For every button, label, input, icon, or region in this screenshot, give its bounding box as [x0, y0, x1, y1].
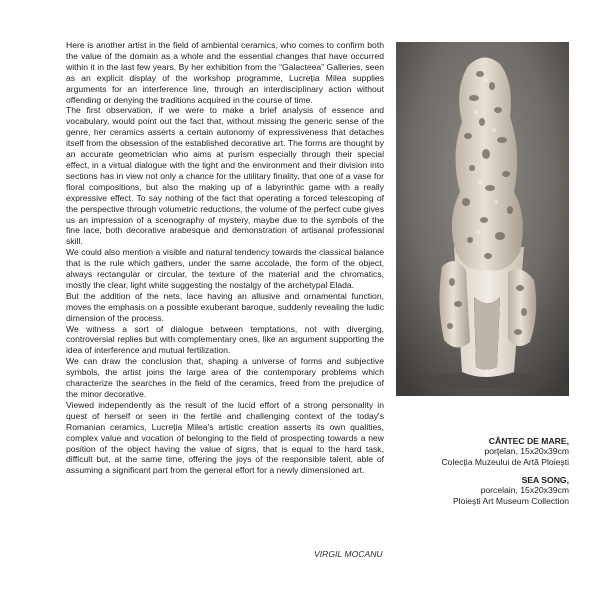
caption-collection: Ploiești Art Museum Collection [452, 495, 569, 506]
paragraph: We witness a sort of dialogue between temptations, not with diverging, controversial replies but with complementary ones, like an argument supporting the idea of interference and mutual fertilization. [66, 323, 384, 356]
caption-material: porțelan, 15x20x39cm [484, 446, 569, 457]
article-body [66, 40, 384, 476]
paragraph: But the addition of the nets, lace having an allusive and ornamental function, moves the emphasis on a possible exuberant baroque, suddenly revealing the ludic dimension of the process. [66, 290, 384, 323]
caption-title: CÂNTEC DE MARE, [488, 436, 569, 446]
author-signature: VIRGIL MOCANU [314, 549, 383, 559]
caption-collection: Colecția Muzeului de Artă Ploiești [441, 456, 569, 467]
paragraph: Here is another artist in the field of ambiental ceramics, who comes to confirm both the value of the domain as a whole and the essential changes that have occurred within it in the last few years. By her exhibition from the “Galacteea” Galleries, seen as an explicit display of the workshop programme, Lucreția Milea supplies arguments for an interference line, through an interdisciplinary action without offending or denying the traditions acquired in the course of time. [66, 40, 384, 105]
paragraph: We could also mention a visible and natural tendency towards the classical balance that is the rule which gathers, under the same accolade, the form of the object, always rectangular or circular, the texture of the material and the chromatics, mostly the clear, light white suggesting the nostalgy of the archetypal Elada. [66, 247, 384, 290]
sculpture-illustration [396, 42, 569, 396]
caption-romanian [349, 436, 569, 467]
paragraph: Viewed independently as the result of the lucid effort of a strong personality in quest of herself or seen in the fertile and challenging context of the today's Romanian ceramics, Lucreția Milea's artistic creation asserts its own qualities, complex value and vocation of belonging to the field of prospecting towards a new position of the object having the value of signs, that is equal to the hard task, difficult but, at the same time, offering the joys of the responsible talent, able of assuming a significant part from the general effort for a newly dimensioned art. [66, 399, 384, 476]
porcelain-sculpture-photo [396, 42, 569, 396]
paragraph: The first observation, if we were to make a brief analysis of essence and vocabulary, would point out the fact that, without missing the generic sense of the genre, her ceramics asserts a certain autonomy of expressiveness that detaches itself from the obsession of the established decorative art. The forms are thought by an accurate geometrician who aims at purism especially through their special effect, in a virtual dialogue with the light and the environment and their division into sections has in view not only a chance for the utilitary finality, that one of a vase for floral compositions, but also the making up of a labyrinthic game with a really expressive effect. To say nothing of the fact that operating a forced telescoping of the perspective through volumetric reductions, the volume of the perfect cube gives us an impression of a scenography of mystery, maybe due to the symbols of the fine lace, both decorative arabesque and demonstration of artisanal professional skill. [66, 105, 384, 247]
caption-title: SEA SONG, [521, 475, 569, 485]
caption-material: porcelain, 15x20x39cm [480, 485, 569, 496]
caption-english [349, 475, 569, 506]
paragraph: We can draw the conclusion that, shaping a universe of forms and subjective symbols, the artist joins the large area of the contemporary problems which characterize the searches in the field of the ceramics, freed from the prejudice of the minor decorative. [66, 356, 384, 399]
